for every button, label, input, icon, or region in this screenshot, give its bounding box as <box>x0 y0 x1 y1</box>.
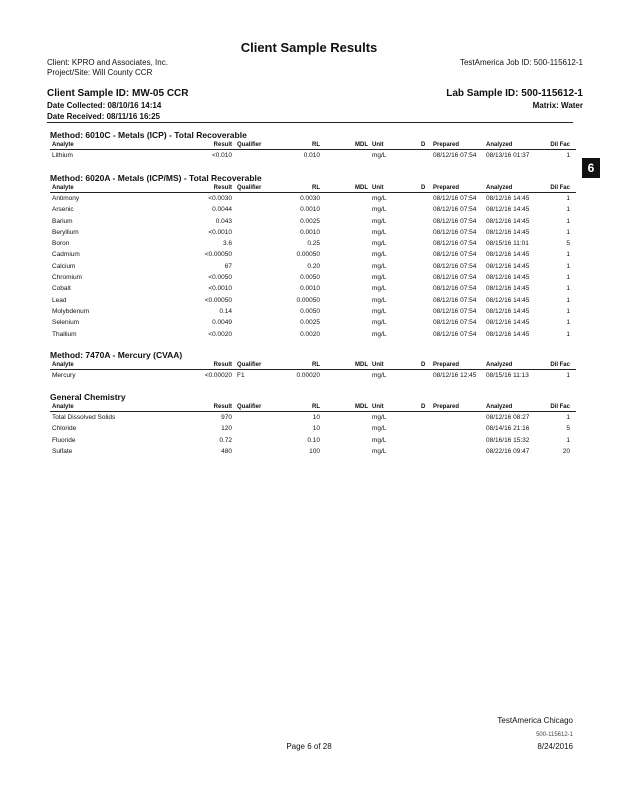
table-row <box>50 446 576 457</box>
cell-analyte: Selenium <box>52 319 80 327</box>
cell-dil: 1 <box>566 217 570 225</box>
cell-unit: mg/L <box>372 262 387 270</box>
column-header-analyte: Analyte <box>52 362 74 368</box>
cell-result: 0.0049 <box>212 319 232 327</box>
table-row <box>50 370 576 381</box>
column-header-d: D <box>421 142 426 148</box>
column-header-analyzed: Analyzed <box>486 404 513 410</box>
cell-analyte: Cadmium <box>52 251 80 259</box>
cell-unit: mg/L <box>372 372 387 379</box>
column-header-prepared: Prepared <box>433 142 460 148</box>
cell-analyte: Fluoride <box>52 436 76 444</box>
cell-dil: 1 <box>566 285 570 293</box>
cell-unit: mg/L <box>372 425 387 433</box>
cell-rl: 0.0050 <box>300 274 320 282</box>
section-tab[interactable]: 6 <box>582 158 600 178</box>
cell-result: 970 <box>221 414 232 421</box>
cell-analyte: Total Dissolved Solids <box>52 414 116 421</box>
column-header-unit: Unit <box>372 142 384 148</box>
cell-analyte: Calcium <box>52 262 76 270</box>
cell-result: 120 <box>221 425 232 433</box>
cell-unit: mg/L <box>372 296 387 304</box>
column-header-mdl: MDL <box>355 362 368 368</box>
cell-result: 3.6 <box>222 240 232 248</box>
cell-rl: 0.10 <box>307 436 320 444</box>
table-row <box>50 283 576 294</box>
method-section <box>50 392 576 457</box>
cell-result: 67 <box>224 262 232 270</box>
cell-dil: 20 <box>562 447 570 455</box>
cell-analyzed: 08/12/16 14:45 <box>486 228 530 236</box>
column-header-qualifier: Qualifier <box>237 404 262 410</box>
cell-result: 0.72 <box>219 436 232 444</box>
cell-result: <0.010 <box>211 152 232 159</box>
cell-analyte: Molybdenum <box>52 307 90 315</box>
table-row <box>50 193 576 204</box>
cell-unit: mg/L <box>372 285 387 293</box>
method-section <box>50 173 576 340</box>
cell-prepared: 08/12/16 07:54 <box>433 296 477 304</box>
cell-unit: mg/L <box>372 195 387 202</box>
cell-prepared: 08/12/16 07:54 <box>433 206 477 214</box>
cell-rl: 0.0010 <box>300 206 320 214</box>
column-header-d: D <box>421 362 426 368</box>
column-header-result: Result <box>213 404 232 410</box>
cell-unit: mg/L <box>372 307 387 315</box>
cell-result: <0.00020 <box>204 372 232 379</box>
cell-dil: 1 <box>566 228 570 236</box>
cell-unit: mg/L <box>372 447 387 455</box>
cell-rl: 0.0030 <box>300 195 320 202</box>
table-row <box>50 204 576 215</box>
column-header-prepared: Prepared <box>433 185 460 191</box>
table-header <box>50 184 576 193</box>
cell-dil: 5 <box>566 425 570 433</box>
cell-analyzed: 08/12/16 08:27 <box>486 414 530 421</box>
cell-dil: 1 <box>566 436 570 444</box>
cell-analyte: Boron <box>52 240 70 248</box>
cell-dil: 1 <box>566 195 570 202</box>
column-header-rl: RL <box>312 185 320 191</box>
cell-result: <0.0030 <box>208 195 232 202</box>
cell-dil: 1 <box>566 330 570 338</box>
cell-rl: 10 <box>312 414 320 421</box>
table-row <box>50 238 576 249</box>
cell-analyte: Thallium <box>52 330 77 338</box>
cell-dil: 5 <box>566 240 570 248</box>
cell-dil: 1 <box>566 414 570 421</box>
method-section <box>50 130 576 161</box>
cell-analyzed: 08/15/16 11:13 <box>486 372 529 379</box>
cell-analyte: Chloride <box>52 425 77 433</box>
cell-rl: 0.0020 <box>300 330 320 338</box>
cell-result: 0.0044 <box>212 206 232 214</box>
table-header <box>50 141 576 150</box>
column-header-analyzed: Analyzed <box>486 142 513 148</box>
table-header <box>50 403 576 412</box>
cell-unit: mg/L <box>372 251 387 259</box>
table-row <box>50 216 576 227</box>
cell-analyzed: 08/12/16 14:45 <box>486 319 530 327</box>
cell-unit: mg/L <box>372 436 387 444</box>
cell-rl: 10 <box>312 425 320 433</box>
column-header-rl: RL <box>312 142 320 148</box>
cell-rl: 0.0025 <box>300 319 320 327</box>
cell-unit: mg/L <box>372 206 387 214</box>
cell-rl: 0.25 <box>307 240 320 248</box>
job-id: TestAmerica Job ID: 500-115612-1 <box>459 58 583 67</box>
cell-result: <0.0050 <box>208 274 232 282</box>
cell-prepared: 08/12/16 07:54 <box>433 274 477 282</box>
cell-unit: mg/L <box>372 330 387 338</box>
cell-analyte: Beryllium <box>52 228 79 236</box>
column-header-dil: Dil Fac <box>550 185 570 191</box>
column-header-prepared: Prepared <box>433 404 460 410</box>
table-row <box>50 423 576 434</box>
cell-rl: 0.00020 <box>296 372 320 379</box>
cell-unit: mg/L <box>372 228 387 236</box>
cell-prepared: 08/12/16 07:54 <box>433 228 477 236</box>
cell-rl: 0.010 <box>303 152 320 159</box>
table-row <box>50 329 576 340</box>
cell-qualifier: F1 <box>237 372 245 379</box>
cell-analyte: Antimony <box>52 195 80 202</box>
column-header-unit: Unit <box>372 362 384 368</box>
cell-rl: 100 <box>309 447 320 455</box>
column-header-mdl: MDL <box>355 185 368 191</box>
cell-unit: mg/L <box>372 274 387 282</box>
cell-analyzed: 08/15/16 11:01 <box>486 240 529 248</box>
footer-lab: TestAmerica Chicago <box>497 716 573 725</box>
method-title: General Chemistry <box>50 392 126 402</box>
client-name: Client: KPRO and Associates, Inc. <box>47 58 168 67</box>
column-header-qualifier: Qualifier <box>237 362 262 368</box>
column-header-d: D <box>421 185 426 191</box>
cell-dil: 1 <box>566 319 570 327</box>
column-header-rl: RL <box>312 404 320 410</box>
cell-analyzed: 08/12/16 14:45 <box>486 285 530 293</box>
table-row <box>50 306 576 317</box>
cell-rl: 0.0010 <box>300 228 320 236</box>
cell-rl: 0.0010 <box>300 285 320 293</box>
cell-analyzed: 08/12/16 14:45 <box>486 206 530 214</box>
table-row <box>50 412 576 423</box>
table-row <box>50 150 576 161</box>
date-received: Date Received: 08/11/16 16:25 <box>47 112 160 121</box>
cell-prepared: 08/12/16 07:54 <box>433 285 477 293</box>
column-header-mdl: MDL <box>355 142 368 148</box>
method-section <box>50 350 576 381</box>
cell-result: 0.043 <box>215 217 232 225</box>
cell-analyte: Barium <box>52 217 73 225</box>
footer-date: 8/24/2016 <box>537 742 573 751</box>
column-header-qualifier: Qualifier <box>237 142 262 148</box>
cell-result: <0.0010 <box>208 228 232 236</box>
matrix: Matrix: Water <box>532 101 583 110</box>
cell-prepared: 08/12/16 07:54 <box>433 217 477 225</box>
column-header-dil: Dil Fac <box>550 142 570 148</box>
cell-dil: 1 <box>566 372 570 379</box>
cell-analyzed: 08/12/16 14:45 <box>486 251 530 259</box>
cell-analyzed: 08/12/16 14:45 <box>486 307 530 315</box>
cell-analyte: Cobalt <box>52 285 71 293</box>
cell-prepared: 08/12/16 07:54 <box>433 152 477 159</box>
cell-result: 0.14 <box>219 307 232 315</box>
table-row <box>50 317 576 328</box>
page-number: Page 6 of 28 <box>286 742 332 751</box>
cell-unit: mg/L <box>372 319 387 327</box>
column-header-d: D <box>421 404 426 410</box>
cell-prepared: 08/12/16 07:54 <box>433 195 477 202</box>
table-row <box>50 435 576 446</box>
table-row <box>50 227 576 238</box>
cell-dil: 1 <box>566 152 570 159</box>
method-title: Method: 6010C - Metals (ICP) - Total Recoverable <box>50 130 247 140</box>
cell-dil: 1 <box>566 307 570 315</box>
table-header <box>50 361 576 370</box>
column-header-dil: Dil Fac <box>550 404 570 410</box>
cell-unit: mg/L <box>372 240 387 248</box>
cell-analyzed: 08/12/16 14:45 <box>486 330 530 338</box>
cell-prepared: 08/12/16 07:54 <box>433 240 477 248</box>
cell-result: <0.0010 <box>208 285 232 293</box>
column-header-dil: Dil Fac <box>550 362 570 368</box>
cell-prepared: 08/12/16 07:54 <box>433 251 477 259</box>
cell-result: 480 <box>221 447 232 455</box>
cell-dil: 1 <box>566 206 570 214</box>
cell-rl: 0.0025 <box>300 217 320 225</box>
cell-analyte: Arsenic <box>52 206 74 214</box>
table-row <box>50 261 576 272</box>
cell-analyzed: 08/22/16 09:47 <box>486 447 530 455</box>
page-title: Client Sample Results <box>240 40 378 55</box>
column-header-analyzed: Analyzed <box>486 185 513 191</box>
cell-analyzed: 08/12/16 14:45 <box>486 217 530 225</box>
cell-analyzed: 08/12/16 14:45 <box>486 262 530 270</box>
cell-analyzed: 08/16/16 15:32 <box>486 436 530 444</box>
cell-rl: 0.00050 <box>296 296 320 304</box>
column-header-analyzed: Analyzed <box>486 362 513 368</box>
cell-result: <0.00050 <box>204 296 232 304</box>
table-row <box>50 295 576 306</box>
header-divider <box>47 122 573 123</box>
method-title: Method: 6020A - Metals (ICP/MS) - Total Recoverable <box>50 173 262 183</box>
footer-doc-id: 500-115612-1 <box>536 732 573 738</box>
cell-dil: 1 <box>566 296 570 304</box>
column-header-unit: Unit <box>372 185 384 191</box>
cell-analyzed: 08/12/16 14:45 <box>486 274 530 282</box>
cell-unit: mg/L <box>372 414 387 421</box>
cell-analyte: Lead <box>52 296 67 304</box>
cell-unit: mg/L <box>372 152 387 159</box>
cell-analyzed: 08/12/16 14:45 <box>486 195 530 202</box>
cell-analyte: Mercury <box>52 372 76 379</box>
cell-dil: 1 <box>566 251 570 259</box>
column-header-analyte: Analyte <box>52 185 74 191</box>
cell-prepared: 08/12/16 07:54 <box>433 307 477 315</box>
cell-analyzed: 08/13/16 01:37 <box>486 152 530 159</box>
cell-dil: 1 <box>566 274 570 282</box>
column-header-analyte: Analyte <box>52 142 74 148</box>
cell-analyte: Sulfate <box>52 447 73 455</box>
cell-unit: mg/L <box>372 217 387 225</box>
cell-analyte: Lithium <box>52 152 73 159</box>
cell-prepared: 08/12/16 07:54 <box>433 262 477 270</box>
cell-prepared: 08/12/16 07:54 <box>433 330 477 338</box>
cell-result: <0.0020 <box>208 330 232 338</box>
table-row <box>50 272 576 283</box>
column-header-mdl: MDL <box>355 404 368 410</box>
column-header-unit: Unit <box>372 404 384 410</box>
column-header-result: Result <box>213 185 232 191</box>
column-header-result: Result <box>213 362 232 368</box>
method-title: Method: 7470A - Mercury (CVAA) <box>50 350 183 360</box>
column-header-prepared: Prepared <box>433 362 460 368</box>
cell-dil: 1 <box>566 262 570 270</box>
cell-prepared: 08/12/16 07:54 <box>433 319 477 327</box>
cell-prepared: 08/12/16 12:45 <box>433 372 477 379</box>
lab-sample-id: Lab Sample ID: 500-115612-1 <box>446 88 583 99</box>
cell-analyte: Chromium <box>52 274 82 282</box>
column-header-rl: RL <box>312 362 320 368</box>
column-header-analyte: Analyte <box>52 404 74 410</box>
client-sample-id: Client Sample ID: MW-05 CCR <box>47 88 189 99</box>
table-row <box>50 249 576 260</box>
cell-rl: 0.20 <box>307 262 320 270</box>
column-header-result: Result <box>213 142 232 148</box>
cell-result: <0.00050 <box>204 251 232 259</box>
column-header-qualifier: Qualifier <box>237 185 262 191</box>
cell-rl: 0.00050 <box>296 251 320 259</box>
date-collected: Date Collected: 08/10/16 14:14 <box>47 101 162 110</box>
project-site: Project/Site: Will County CCR <box>47 68 153 77</box>
cell-analyzed: 08/12/16 14:45 <box>486 296 530 304</box>
cell-analyzed: 08/14/16 21:16 <box>486 425 530 433</box>
cell-rl: 0.0050 <box>300 307 320 315</box>
